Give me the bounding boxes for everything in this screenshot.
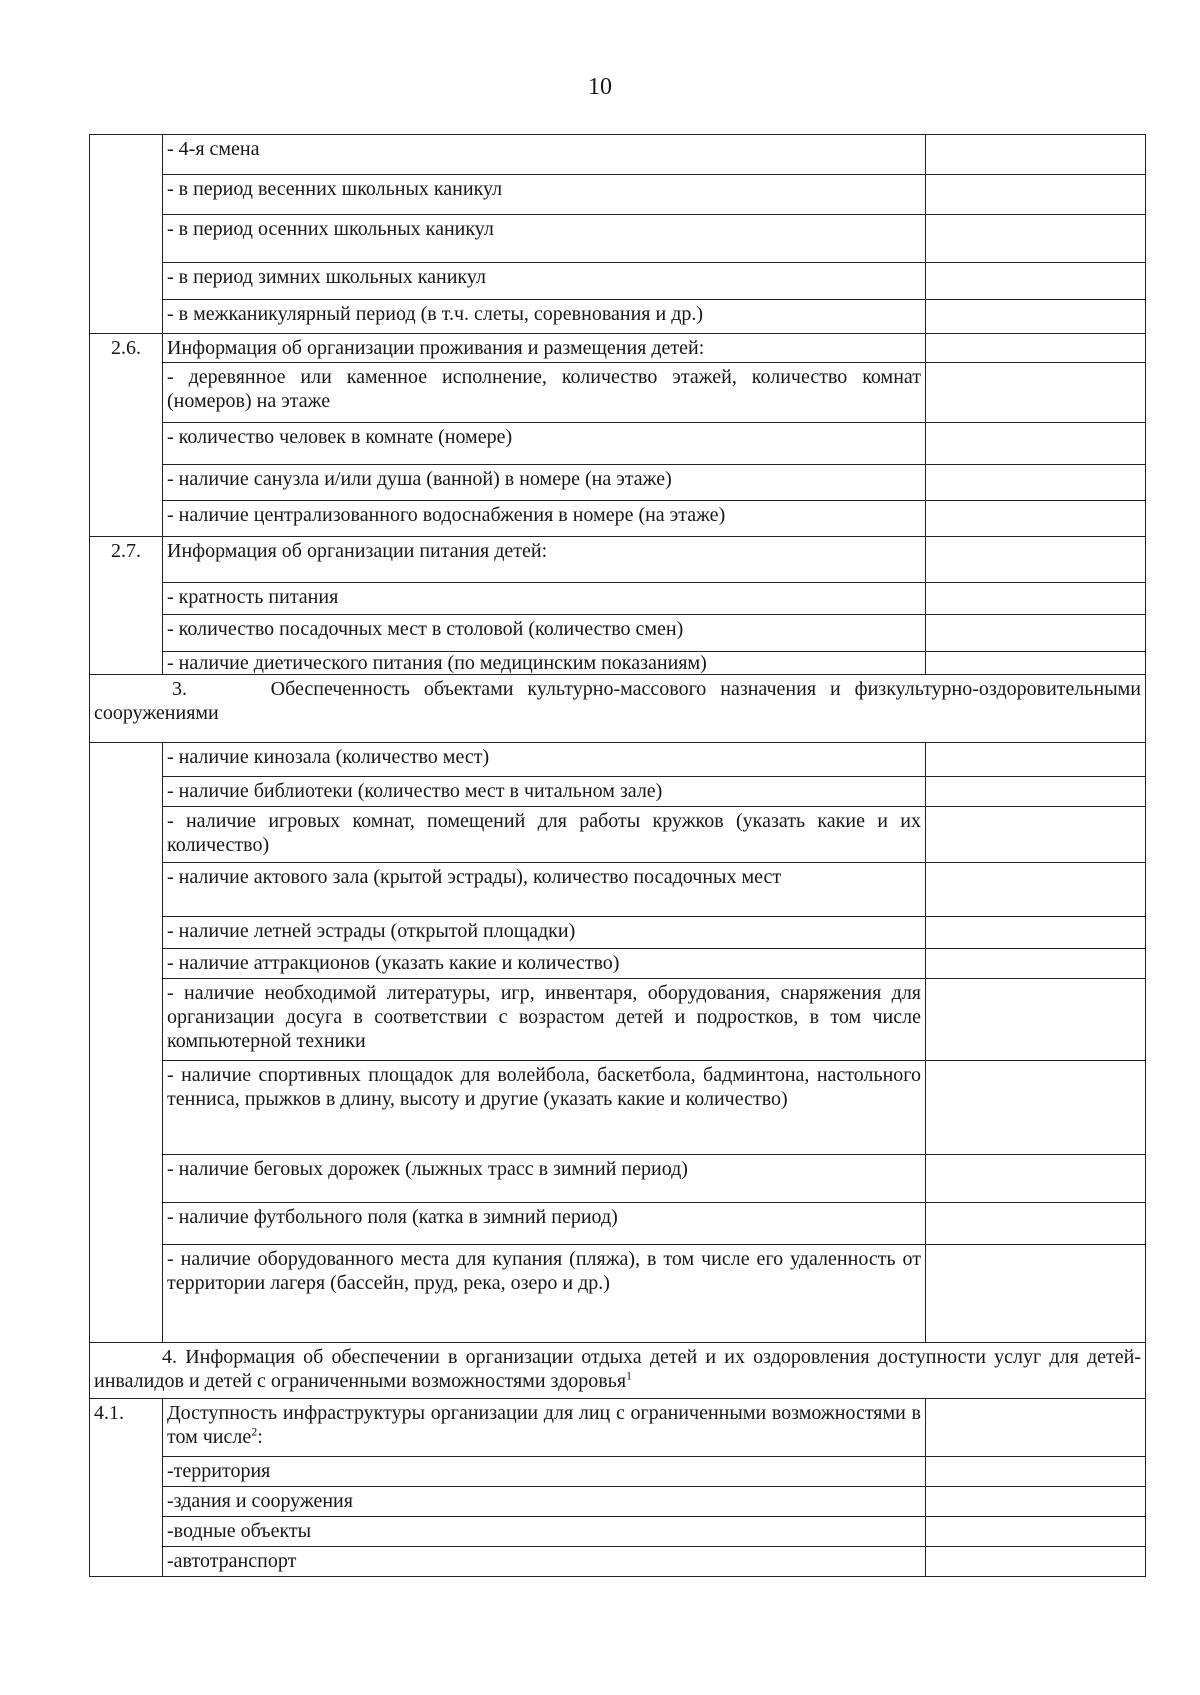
footnote-ref: 1	[626, 1368, 633, 1383]
table-row	[90, 743, 1146, 777]
answer-cell[interactable]	[926, 583, 1146, 615]
row-label: - наличие централизованного водоснабжения в номере (на этаже)	[163, 501, 926, 537]
answer-cell[interactable]	[926, 949, 1146, 979]
table-row	[90, 917, 1146, 949]
answer-cell[interactable]	[926, 1245, 1146, 1343]
section-title-suffix: :	[257, 1426, 263, 1448]
section-heading-row	[90, 537, 1146, 583]
row-label: - наличие кинозала (количество мест)	[163, 743, 926, 777]
table-row	[90, 1155, 1146, 1203]
section-number: 2.6.	[90, 334, 163, 537]
table-row	[90, 615, 1146, 652]
table-row	[90, 465, 1146, 501]
answer-cell[interactable]	[926, 1487, 1146, 1517]
table-row	[90, 1547, 1146, 1577]
section-heading-row	[90, 1399, 1146, 1457]
answer-cell[interactable]	[926, 537, 1146, 583]
answer-cell[interactable]	[926, 334, 1146, 363]
row-label: - наличие диетического питания (по медицинским показаниям)	[163, 652, 926, 675]
row-label: - деревянное или каменное исполнение, количество этажей, количество комнат (номеров) на этаже	[163, 363, 926, 423]
section-title: Обеспеченность объектами культурно-массового назначения и физкультурно-оздоровительными сооружениями	[94, 678, 1142, 724]
answer-cell[interactable]	[926, 1517, 1146, 1547]
table-row	[90, 1487, 1146, 1517]
row-label: -территория	[163, 1457, 926, 1487]
section-3-heading	[90, 675, 1146, 743]
section-number: 4.1.	[90, 1399, 163, 1577]
row-label: -водные объекты	[163, 1517, 926, 1547]
section-title: 4. Информация об обеспечении в организации отдыха детей и их оздоровления доступности услуг для детей-инвалидов и детей с ограниченными возможностями здоровья	[94, 1346, 1141, 1392]
row-label: - наличие оборудованного места для купания (пляжа), в том числе его удаленность от территории лагеря (бассейн, пруд, река, озеро и др.)	[163, 1245, 926, 1343]
table-row	[90, 363, 1146, 423]
row-label: - наличие футбольного поля (катка в зимний период)	[163, 1203, 926, 1245]
row-label: - кратность питания	[163, 583, 926, 615]
footnote-ref: 2	[251, 1424, 258, 1439]
section-title: Информация об организации питания детей:	[163, 537, 926, 583]
answer-cell[interactable]	[926, 777, 1146, 807]
table-row	[90, 807, 1146, 863]
answer-cell[interactable]	[926, 300, 1146, 334]
row-label: - наличие игровых комнат, помещений для работы кружков (указать какие и их количество)	[163, 807, 926, 863]
section-heading-row	[90, 334, 1146, 363]
row-label: - количество человек в комнате (номере)	[163, 423, 926, 465]
table-row	[90, 501, 1146, 537]
answer-cell[interactable]	[926, 1399, 1146, 1457]
answer-cell[interactable]	[926, 1155, 1146, 1203]
answer-cell[interactable]	[926, 423, 1146, 465]
row-label: - наличие спортивных площадок для волейбола, баскетбола, бадминтона, настольного тенниса, прыжков в длину, высоту и другие (указать какие и количество)	[163, 1061, 926, 1155]
answer-cell[interactable]	[926, 263, 1146, 300]
number-cell-empty	[90, 135, 163, 334]
row-label: - наличие библиотеки (количество мест в читальном зале)	[163, 777, 926, 807]
row-label: - в межканикулярный период (в т.ч. слеты, соревнования и др.)	[163, 300, 926, 334]
row-label: - наличие беговых дорожек (лыжных трасс в зимний период)	[163, 1155, 926, 1203]
row-label: - наличие необходимой литературы, игр, инвентаря, оборудования, снаряжения для организации досуга в соответствии с возрастом детей и подростков, в том числе компьютерной техники	[163, 979, 926, 1061]
section-4-heading	[90, 1343, 1146, 1399]
table-row	[90, 263, 1146, 300]
table-row	[90, 583, 1146, 615]
section-title-cell	[163, 1399, 926, 1457]
section-heading-row	[90, 675, 1146, 743]
row-label: - наличие летней эстрады (открытой площадки)	[163, 917, 926, 949]
row-label: - наличие актового зала (крытой эстрады), количество посадочных мест	[163, 863, 926, 917]
answer-cell[interactable]	[926, 652, 1146, 675]
table-row	[90, 215, 1146, 263]
table-row	[90, 652, 1146, 675]
table-row	[90, 1061, 1146, 1155]
row-label: - количество посадочных мест в столовой (количество смен)	[163, 615, 926, 652]
answer-cell[interactable]	[926, 1061, 1146, 1155]
table-row	[90, 1245, 1146, 1343]
table-row	[90, 175, 1146, 215]
table-row	[90, 300, 1146, 334]
section-heading-row	[90, 1343, 1146, 1399]
table-row	[90, 949, 1146, 979]
row-label: -автотранспорт	[163, 1547, 926, 1577]
table-row	[90, 135, 1146, 175]
row-label: - в период зимних школьных каникул	[163, 263, 926, 300]
table-row	[90, 1517, 1146, 1547]
row-label: - в период осенних школьных каникул	[163, 215, 926, 263]
answer-cell[interactable]	[926, 1457, 1146, 1487]
answer-cell[interactable]	[926, 979, 1146, 1061]
table-row	[90, 863, 1146, 917]
page-number: 10	[588, 74, 612, 100]
form-table	[89, 134, 1146, 1577]
row-label: -здания и сооружения	[163, 1487, 926, 1517]
answer-cell[interactable]	[926, 807, 1146, 863]
row-label: - 4-я смена	[163, 135, 926, 175]
answer-cell[interactable]	[926, 363, 1146, 423]
number-cell-empty	[90, 743, 163, 1343]
answer-cell[interactable]	[926, 1547, 1146, 1577]
table-row	[90, 423, 1146, 465]
answer-cell[interactable]	[926, 215, 1146, 263]
answer-cell[interactable]	[926, 1203, 1146, 1245]
table-row	[90, 1203, 1146, 1245]
table-row	[90, 979, 1146, 1061]
answer-cell[interactable]	[926, 863, 1146, 917]
row-label: - наличие аттракционов (указать какие и количество)	[163, 949, 926, 979]
answer-cell[interactable]	[926, 743, 1146, 777]
answer-cell[interactable]	[926, 465, 1146, 501]
section-title: Доступность инфраструктуры организации для лиц с ограниченными возможностями в том числе	[167, 1402, 921, 1448]
answer-cell[interactable]	[926, 135, 1146, 175]
section-title: Информация об организации проживания и размещения детей:	[163, 334, 926, 363]
answer-cell[interactable]	[926, 917, 1146, 949]
answer-cell[interactable]	[926, 615, 1146, 652]
table-row	[90, 777, 1146, 807]
row-label: - в период весенних школьных каникул	[163, 175, 926, 215]
answer-cell[interactable]	[926, 501, 1146, 537]
answer-cell[interactable]	[926, 175, 1146, 215]
row-label: - наличие санузла и/или душа (ванной) в номере (на этаже)	[163, 465, 926, 501]
section-number: 3.	[172, 678, 187, 700]
section-number: 2.7.	[90, 537, 163, 675]
table-row	[90, 1457, 1146, 1487]
